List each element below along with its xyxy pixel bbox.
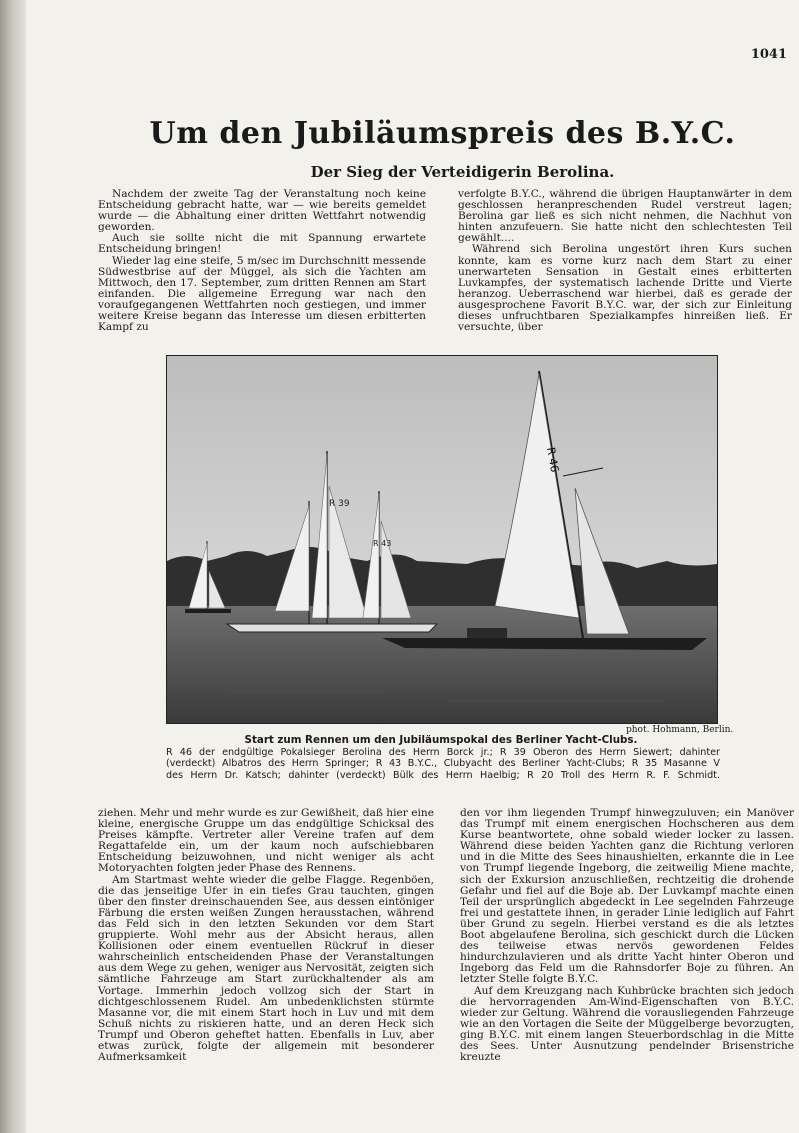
- sail-number-r46: R 46: [544, 446, 562, 474]
- article-subtitle: Der Sieg der Verteidigerin Berolina.: [310, 163, 615, 181]
- sail-number-r43: R 43: [373, 539, 392, 548]
- regatta-photograph: [166, 355, 718, 724]
- caption-line: des Herrn Dr. Katsch; dahinter (verdeckt) Bülk des Herrn Haelbig; R 20 Troll des Herrn R. F. Schmidt.: [166, 769, 720, 781]
- paragraph: Auch sie sollte nicht die mit Spannung erwartete Entscheidung bringen!: [98, 232, 426, 256]
- paragraph: den vor ihm liegenden Trumpf hinwegzuluven; ein Manöver das Trumpf mit einem energischen Hochscheren aus dem Kurse beantwortete, ohne sobald wieder locker zu lassen. Während diese beiden Yachten ganz die Richtung verloren und in die Mitte des Sees hinaushielten, erkannte die in Lee von Trumpf liegende Ingeborg, die zeitweilig Miene machte, sich der Exkursion anzuschließen, rechtzeitig die drohende Gefahr und fiel auf die Boje ab. Der Luvkampf machte einen Teil der ursprünglich abgedeckt in Lee segelnden Fahrzeuge frei und gestattete ihnen, in gerader Linie lediglich auf Fahrt über Grund zu segeln. Hierbei verstand es die als letztes Boot abgelaufene Berolina, sich geschickt durch die Lücken des teilweise etwas nervös gewordenen Feldes hindurchzulavieren und als dritte Yacht hinter Oberon und Ingeborg das Feld um die Rahnsdorfer Boje zu führen. An letzter Stelle folgte B.Y.C.: [460, 807, 794, 986]
- magazine-page: [26, 0, 799, 1133]
- paragraph: Während sich Berolina ungestört ihren Kurs suchen konnte, kam es vorne kurz nach dem Start zu einer unerwarteten Sensation in Gestalt eines erbitterten Luvkampfes, der systematisch lachende Dritte und Vierte heranzog. Ueberraschend war hierbei, daß es gerade der ausgesprochene Favorit B.Y.C. war, der sich zur Einleitung dieses unfruchtbaren Spezialkampfes hinreißen ließ. Er versuchte, über: [458, 243, 792, 334]
- photo-credit: phot. Hohmann, Berlin.: [626, 725, 734, 735]
- body-right-column: [460, 808, 794, 1063]
- paragraph: Wieder lag eine steife, 5 m/sec im Durchschnitt messende Südwestbrise auf der Müggel, als sich die Yachten am Mittwoch, den 17. September, zum dritten Rennen am Start einfanden. Die allgemeine Erregung war nach den voraufgegangenen Wettfahrten noch gestiegen, und immer weitere Kreise begann das Interesse um diesen erbitterten Kampf zu: [98, 254, 426, 334]
- sail-number-r39: R 39: [329, 499, 350, 509]
- page-number: 1041: [750, 47, 787, 62]
- caption-line: (verdeckt) Albatros des Herrn Springer; R 43 B.Y.C., Clubyacht des Berliner Yacht-Clubs; R 35 Masanne V: [166, 758, 720, 770]
- paragraph: verfolgte B.Y.C., während die übrigen Hauptanwärter in dem geschlossen heranpreschenden Rudel verstreut lagen; Berolina gar ließ es sich nicht nehmen, die Nachhut von hinten anzufeuern. Sie hatte nicht den schlechtesten Teil gewählt....: [458, 188, 792, 245]
- article-title: Um den Jubiläumspreis des B.Y.C.: [149, 116, 736, 151]
- paragraph: Nachdem der zweite Tag der Veranstaltung noch keine Entscheidung gebracht hatte, war — wie bereits gemeldet wurde — die Abhaltung einer dritten Wettfahrt notwendig geworden.: [98, 188, 426, 234]
- sailboats-illustration: [167, 356, 717, 723]
- intro-right-column: [458, 189, 792, 333]
- binding-gutter: [0, 0, 26, 1133]
- photo-caption-title: Start zum Rennen um den Jubiläumspokal des Berliner Yacht-Clubs.: [244, 734, 638, 746]
- photo-caption: [166, 747, 720, 781]
- body-left-column: [98, 808, 434, 1063]
- paragraph: Auf dem Kreuzgang nach Kuhbrücke brachten sich jedoch die hervorragenden Am-Wind-Eigenschaften von B.Y.C. wieder zur Geltung. Während die vorausliegenden Fahrzeuge wie an den Vortagen die Seite der Müggelberge bevorzugten, ging B.Y.C. mit einem langen Steuerbordschlag in die Mitte des Sees. Unter Ausnutzung pendelnder Brisenstriche kreuzte: [460, 984, 794, 1064]
- intro-left-column: [98, 189, 426, 333]
- caption-line: R 46 der endgültige Pokalsieger Berolina des Herrn Borck jr.; R 39 Oberon des Herrn Siewert; dahinter: [166, 747, 720, 758]
- paragraph: ziehen. Mehr und mehr wurde es zur Gewißheit, daß hier eine kleine, energische Gruppe um das endgültige Schicksal des Preises kämpfte. Vertreter aller Vereine trafen auf dem Regattafelde ein, um der kaum noch aufschiebbaren Entscheidung beizuwohnen, und nicht weniger als acht Motoryachten folgten jeder Phase des Rennens.: [98, 807, 434, 875]
- paragraph: Am Startmast wehte wieder die gelbe Flagge. Regenböen, die das jenseitige Ufer in ein tiefes Grau tauchten, gingen über den finster dreinschauenden See, aus dessen eintöniger Färbung die ersten weißen Zungen herausstachen, während das Feld sich in den letzten Sekunden vor dem Start gruppierte. Wohl mehr aus der Absicht heraus, allen Kollisionen oder einem eventuellen Rückruf in dieser wahrscheinlich entscheidenden Phase der Veranstaltungen aus dem Wege zu gehen, weniger aus Nervosität, zeigten sich sämtliche Fahrzeuge am Start zurückhaltender als am Vortage. Immerhin jedoch vollzog sich der Start in dichtgeschlossenem Rudel. Am unbedenklichsten stürmte Masanne vor, die mit einem Start hoch in Luv und mit dem Schuß nichts zu riskieren hatte, und an deren Heck sich Trumpf und Oberon geheftet hatten. Ebenfalls in Luv, aber etwas zurück, folgte der allgemein mit besonderer Aufmerksamkeit: [98, 873, 434, 1064]
